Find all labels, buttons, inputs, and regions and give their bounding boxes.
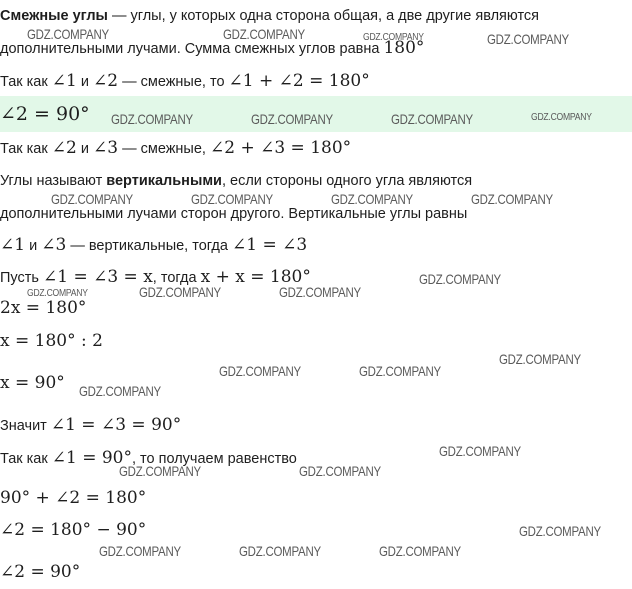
watermark: GDZ.COMPANY — [359, 363, 441, 379]
watermark: GDZ.COMPANY — [27, 26, 109, 42]
definition-vertical-line-2: дополнительными лучами сторон другого. Вертикальные углы равны — [0, 206, 468, 222]
equation-x-result: x = 90° — [0, 373, 65, 393]
watermark: GDZ.COMPANY — [391, 111, 473, 127]
watermark: GDZ.COMPANY — [251, 111, 333, 127]
step-vertical-1-3: ∠1 и ∠3 — вертикальные, тогда ∠1 = ∠3 — [0, 235, 308, 255]
watermark: GDZ.COMPANY — [499, 351, 581, 367]
watermark: GDZ.COMPANY — [363, 31, 424, 43]
watermark: GDZ.COMPANY — [99, 543, 181, 559]
definition-adjacent-line-1: Смежные углы — углы, у которых одна сторона общая, а две другие являются — [0, 8, 540, 24]
watermark: GDZ.COMPANY — [239, 543, 321, 559]
watermark: GDZ.COMPANY — [279, 284, 361, 300]
watermark: GDZ.COMPANY — [223, 26, 305, 42]
equation-angle-2-final: ∠2 = 90° — [0, 562, 81, 582]
result-angle-2: ∠2 = 90° — [0, 103, 90, 125]
step-let-x: Пусть ∠1 = ∠3 = x, тогда x + x = 180° — [0, 267, 311, 287]
definition-adjacent-line-2: дополнительными лучами. Сумма смежных углов равна 180° — [0, 38, 425, 58]
watermark: GDZ.COMPANY — [219, 363, 301, 379]
equation-90-plus-2: 90° + ∠2 = 180° — [0, 488, 147, 508]
definition-vertical-line-1: Углы называют вертикальными, если стороны одного угла являются — [0, 173, 473, 189]
watermark: GDZ.COMPANY — [379, 543, 461, 559]
watermark: GDZ.COMPANY — [331, 191, 413, 207]
watermark: GDZ.COMPANY — [51, 191, 133, 207]
watermark: GDZ.COMPANY — [419, 271, 501, 287]
watermark: GDZ.COMPANY — [439, 443, 521, 459]
watermark: GDZ.COMPANY — [299, 463, 381, 479]
step-adjacent-1-2: Так как ∠1 и ∠2 — смежные, то ∠1 + ∠2 = 180° — [0, 71, 370, 91]
step-adjacent-2-3: Так как ∠2 и ∠3 — смежные, ∠2 + ∠3 = 180° — [0, 138, 352, 158]
equation-x-divide: x = 180° : 2 — [0, 331, 103, 351]
equation-angle-2-subtract: ∠2 = 180° − 90° — [0, 520, 147, 540]
watermark: GDZ.COMPANY — [531, 111, 592, 123]
watermark: GDZ.COMPANY — [27, 287, 88, 299]
watermark: GDZ.COMPANY — [191, 191, 273, 207]
watermark: GDZ.COMPANY — [119, 463, 201, 479]
watermark: GDZ.COMPANY — [139, 284, 221, 300]
watermark: GDZ.COMPANY — [79, 383, 161, 399]
watermark: GDZ.COMPANY — [519, 523, 601, 539]
step-equality: Так как ∠1 = 90°, то получаем равенство — [0, 448, 297, 468]
watermark: GDZ.COMPANY — [487, 31, 569, 47]
equation-2x: 2x = 180° — [0, 298, 87, 318]
watermark: GDZ.COMPANY — [111, 111, 193, 127]
watermark: GDZ.COMPANY — [471, 191, 553, 207]
step-conclusion: Значит ∠1 = ∠3 = 90° — [0, 415, 182, 435]
